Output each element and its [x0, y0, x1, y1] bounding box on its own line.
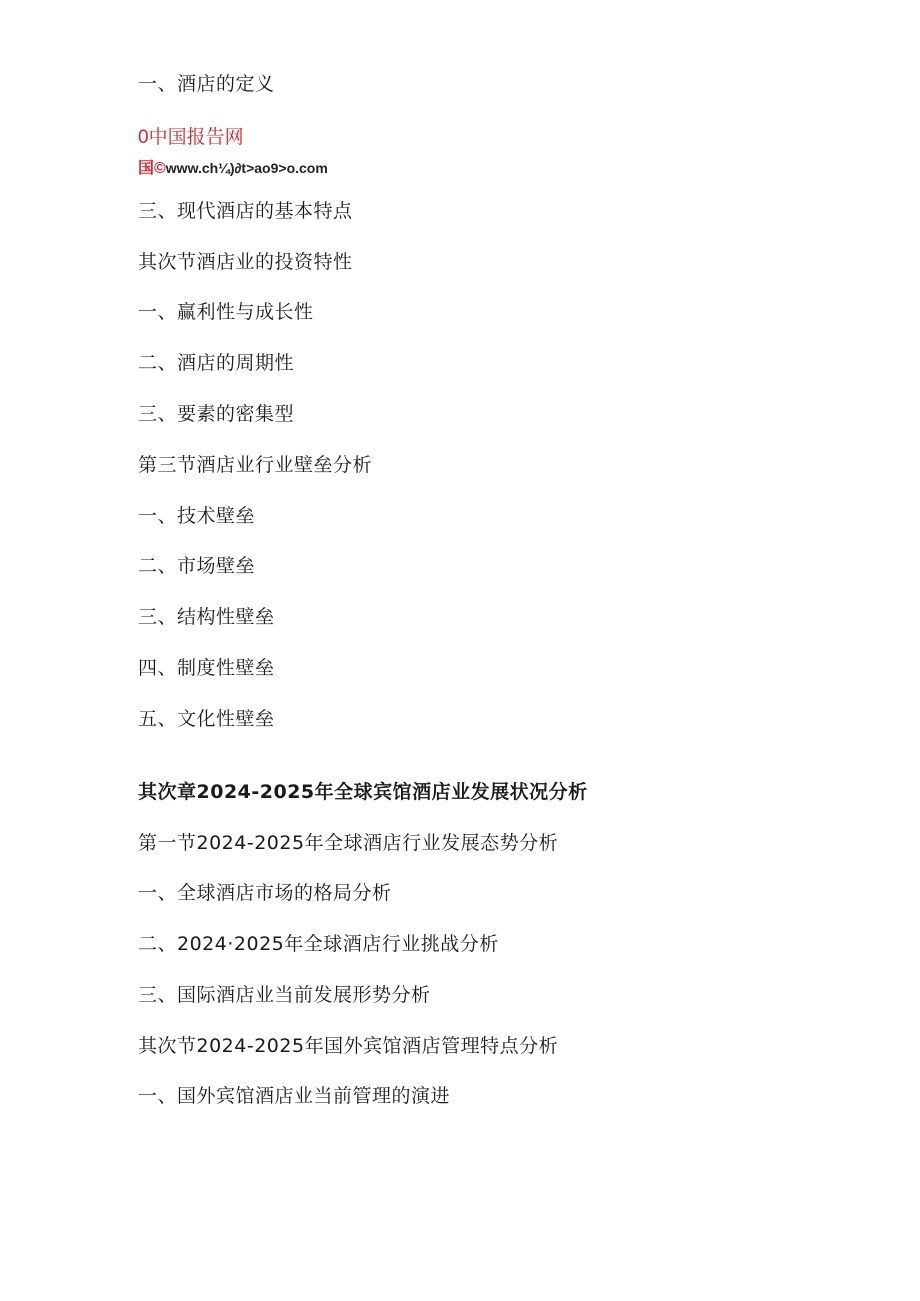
toc-item-tech-barrier: 一、技术壁垒 — [138, 505, 256, 527]
watermark-url-text: www.ch¼)∂t>ao9>o.com — [165, 160, 328, 176]
toc-item-cultural-barrier: 五、文化性壁垒 — [138, 708, 275, 730]
watermark-prefix: 国© — [138, 160, 166, 177]
toc-section-global-trends: 第一节2024-2025年全球酒店行业发展态势分析 — [138, 832, 559, 854]
toc-section-industry-barriers: 第三节酒店业行业壁垒分析 — [138, 454, 373, 476]
toc-section-investment-traits: 其次节酒店业的投资特性 — [138, 251, 353, 273]
toc-item-profitability-growth: 一、赢利性与成长性 — [138, 301, 314, 323]
toc-item-management-evolution: 一、国外宾馆酒店业当前管理的演进 — [138, 1085, 451, 1107]
toc-item-institutional-barrier: 四、制度性壁垒 — [138, 657, 275, 679]
toc-item-structural-barrier: 三、结构性壁垒 — [138, 606, 275, 628]
watermark-url — [138, 158, 328, 179]
toc-item-global-challenges: 二、2024·2025年全球酒店行业挑战分析 — [138, 933, 499, 955]
toc-item-global-market-pattern: 一、全球酒店市场的格局分析 — [138, 882, 392, 904]
toc-item-cyclicality: 二、酒店的周期性 — [138, 352, 295, 374]
toc-item-factor-intensive: 三、要素的密集型 — [138, 403, 295, 425]
toc-chapter-global-hotel-industry: 其次章2024-2025年全球宾馆酒店业发展状况分析 — [138, 781, 588, 803]
toc-section-foreign-management: 其次节2024-2025年国外宾馆酒店管理特点分析 — [138, 1035, 559, 1057]
watermark-site-name: 0中国报告网 — [138, 127, 244, 148]
toc-item-market-barrier: 二、市场壁垒 — [138, 555, 256, 577]
toc-item-hotel-definition: 一、酒店的定义 — [138, 73, 275, 95]
toc-item-international-situation: 三、国际酒店业当前发展形势分析 — [138, 984, 431, 1006]
toc-item-modern-hotel-features: 三、现代酒店的基本特点 — [138, 200, 353, 222]
